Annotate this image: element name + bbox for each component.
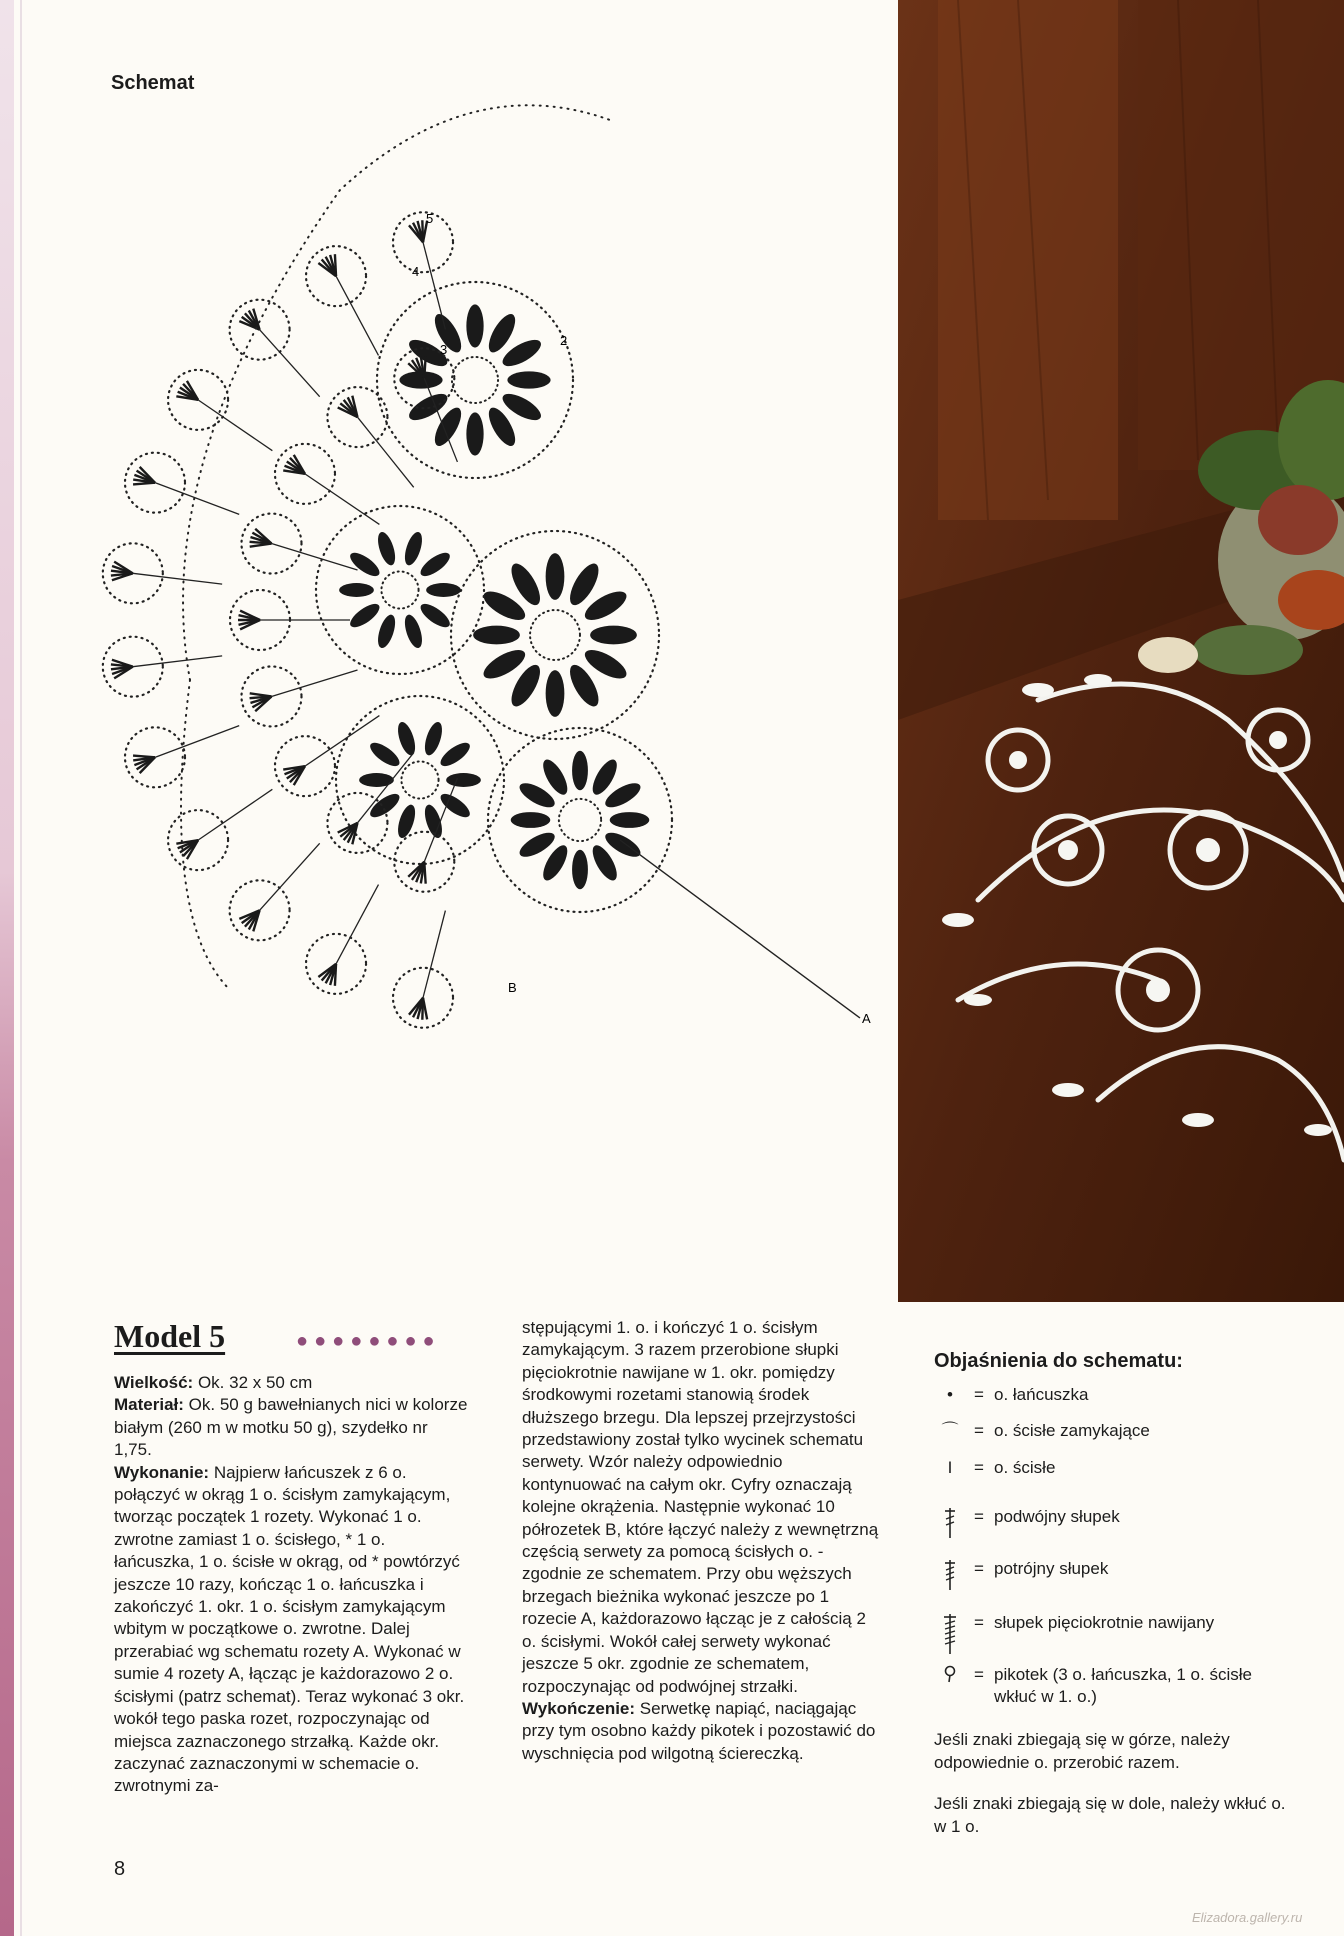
rosette-center-ring <box>559 799 601 841</box>
rosette-petal <box>446 773 481 787</box>
five-wrap-stitch-symbol-icon <box>936 1612 964 1662</box>
rosette-center-ring <box>452 357 498 403</box>
legend-equals: = <box>974 1458 984 1477</box>
double-stitch-symbol-icon <box>936 1506 964 1546</box>
long-stitch <box>155 483 239 515</box>
long-stitch <box>198 400 272 451</box>
material-text: Ok. 50 g bawełnianych nici w kolorze białym (260 m w motku 50 g), szydełko nr 1,75. <box>114 1395 468 1460</box>
legend-text: podwójny słupek <box>994 1507 1120 1526</box>
long-stitch <box>271 670 357 696</box>
long-stitch <box>423 911 445 998</box>
crochet-diagram <box>90 60 890 1060</box>
finish-text: Serwetkę napiąć, naciągając przy tym osobno każdy pikotek i pozostawić do wyschnięcia pod wilgotną ściereczką. <box>522 1698 876 1763</box>
diagram-round-4-label: 4 <box>412 264 420 279</box>
legend-row-single-crochet <box>936 1457 1294 1479</box>
rosette-petal <box>417 549 453 581</box>
work-text: Najpierw łańcuszek z 6 o. połączyć w okrąg 1 o. ścisłym zamykającym, tworząc początek 1 rozety. Wykonać 1 o. zwrotne zamiast 1 o. ścisłego, * 1 o. łańcuszka, 1 o. ścisłe w okrąg, od * powtórzyć jeszcze 10 razy, kończąc 1 o. łańcuszka i zakończyć 1. okr. 1 o. ścisłym zamykającym wbitym w początkowe o. zwrotne. Dalej przerabiać wg schematu rozety A. Wykonać w sumie 4 rozety A, łącząc je każdorazowo 2 o. ścisłymi (patrz schemat). Teraz wykonać 3 okr. wokół tego paska rozet, rozpoczynając od miejsca zaznaczonego strzałką. Każde okr. zaczynać zaznaczonymi w schemacie o. zwrotnymi za- <box>114 1462 465 1796</box>
rosette-center-ring <box>401 761 438 798</box>
long-stitch <box>260 330 320 397</box>
rosette-petal <box>437 739 473 771</box>
doily-photo <box>898 0 1344 1302</box>
size-paragraph <box>114 1372 470 1394</box>
rosette-center-ring <box>381 571 418 608</box>
rosette-petal <box>401 530 425 567</box>
model-title: Model 5 <box>114 1318 226 1354</box>
stitch-line <box>424 356 425 378</box>
instructions-column-2 <box>522 1317 882 1765</box>
rosette-petal <box>473 626 520 645</box>
legend-text: o. ścisłe <box>994 1458 1056 1477</box>
legend-equals: = <box>974 1665 984 1684</box>
instructions-column-1 <box>114 1372 470 1798</box>
rosette-petal <box>466 304 483 347</box>
legend-row-chain <box>936 1384 1294 1406</box>
legend-equals: = <box>974 1507 984 1526</box>
diagram-round-3-label: 3 <box>440 342 448 357</box>
legend-equals: = <box>974 1559 984 1578</box>
rosette-petal <box>466 412 483 455</box>
rosette-petal <box>395 720 419 757</box>
page-number: 8 <box>114 1858 126 1880</box>
rosette-petal <box>401 613 425 650</box>
legend-row-double-treble <box>936 1506 1294 1546</box>
stitch-line <box>133 756 155 758</box>
legend-text: pikotek (3 o. łańcuszka, 1 o. ścisłe wkłuć w 1. o.) <box>994 1665 1252 1706</box>
decorative-dots: ●●●●●●●● <box>296 1330 441 1352</box>
slip-stitch-symbol-icon: ⌒ <box>941 1421 959 1440</box>
triple-stitch-symbol-icon <box>936 1558 964 1598</box>
picot-symbol-icon <box>936 1664 964 1708</box>
rosette-petal <box>590 626 637 645</box>
diagram-round-2-label: 2 <box>560 333 568 348</box>
rosette-petal <box>421 720 445 757</box>
diagram-label-a: A <box>862 1011 871 1026</box>
rosette-petal <box>375 613 399 650</box>
diagram-label-b: B <box>508 980 517 995</box>
chain-symbol-icon: • <box>947 1385 953 1404</box>
rosette-petal <box>546 553 565 600</box>
legend-note-bottom: Jeśli znaki zbiegają się w dole, należy wkłuć o. w 1 o. <box>934 1794 1286 1836</box>
page-spine-edge <box>0 0 14 1936</box>
long-stitch <box>336 276 378 355</box>
single-crochet-symbol-icon: I <box>947 1458 953 1477</box>
legend-row-triple-treble <box>936 1558 1294 1598</box>
long-stitch <box>133 573 222 584</box>
rosette-petal <box>347 600 383 632</box>
size-label: Wielkość: <box>114 1373 194 1392</box>
rosette-petal <box>426 583 461 597</box>
work-label: Wykonanie: <box>114 1462 210 1482</box>
long-stitch <box>305 716 379 767</box>
legend-equals: = <box>974 1421 984 1440</box>
work-paragraph <box>114 1462 470 1798</box>
rosette-petal <box>347 549 383 581</box>
size-text: Ok. 32 x 50 cm <box>193 1373 313 1392</box>
watermark: Elizadora.gallery.ru <box>1192 1910 1303 1925</box>
rosette-petal <box>511 812 551 828</box>
rosette-center-ring <box>530 610 580 660</box>
schemat-label: Schemat <box>111 72 195 94</box>
rosette-petal <box>339 583 374 597</box>
rosette-petal <box>417 600 453 632</box>
diagram-round-5-label: 5 <box>426 211 434 226</box>
legend-text: potrójny słupek <box>994 1559 1109 1578</box>
material-label: Materiał: <box>114 1395 184 1415</box>
legend-row-five-wrap <box>936 1612 1294 1662</box>
rosette-petal <box>507 371 550 388</box>
rosette-petal <box>610 812 650 828</box>
stitch-line <box>335 254 336 276</box>
rosette-petal <box>421 803 445 840</box>
legend-equals: = <box>974 1385 984 1404</box>
long-stitch <box>271 544 357 570</box>
continuation-text: stępującymi 1. o. i kończyć 1 o. ścisłym zamykającym. 3 razem przerobione słupki pięciokrotnie nawijane w 1. okr. pomiędzy środkowymi rozetami stanowią środek dłuższego brzegu. Dla lepszej przejrzystości przedstawiony został tylko wycinek schematu serwety. Wzór należy odpowiednio kontynuować na całym okr. Cyfry oznaczają kolejne okrążenia. Następnie wykonać 10 półrozetek B, które łączyć należy z wewnętrzną częścią serwety za pomocą ścisłych o. - zgodnie ze schematem. Przy obu węższych brzegach bieżnika wykonać jeszcze po 1 rozecie A, każdorazowo łącząc je z całością 2 o. ścisłymi. Wokół całej serwety wykonać jeszcze 5 okr. zgodnie ze schematem, rozpoczynając od podwójnej strzałki. <box>522 1318 879 1696</box>
legend-text: słupek pięciokrotnie nawijany <box>994 1613 1215 1632</box>
long-stitch <box>305 474 379 525</box>
rosette-petal <box>375 530 399 567</box>
long-stitch <box>336 885 378 964</box>
long-stitch <box>260 843 320 910</box>
finish-paragraph <box>522 1698 882 1765</box>
start-arrow-line <box>620 840 860 1018</box>
page-fold-line <box>20 0 22 1936</box>
stitch-line <box>250 693 272 696</box>
long-stitch <box>155 726 239 758</box>
rosette-petal <box>395 803 419 840</box>
long-stitch <box>198 789 272 840</box>
legend-title: Objaśnienia do schematu: <box>934 1350 1183 1372</box>
legend-note-top: Jeśli znaki zbiegają się w górze, należy odpowiednie o. przerobić razem. <box>934 1730 1230 1772</box>
material-paragraph <box>114 1394 470 1461</box>
rosette-petal <box>572 751 588 791</box>
finish-label: Wykończenie: <box>522 1698 636 1718</box>
legend-equals: = <box>974 1613 984 1632</box>
legend-text: o. łańcuszka <box>994 1385 1089 1404</box>
rosette-petal <box>572 850 588 890</box>
legend-row-picot <box>936 1664 1284 1708</box>
legend-text: o. ścisłe zamykające <box>994 1421 1150 1440</box>
long-stitch <box>423 242 445 329</box>
long-stitch <box>357 417 413 487</box>
legend-row-slip-stitch <box>936 1420 1294 1442</box>
rosette-petal <box>546 670 565 717</box>
long-stitch <box>133 656 222 667</box>
rosette-petal <box>367 739 403 771</box>
